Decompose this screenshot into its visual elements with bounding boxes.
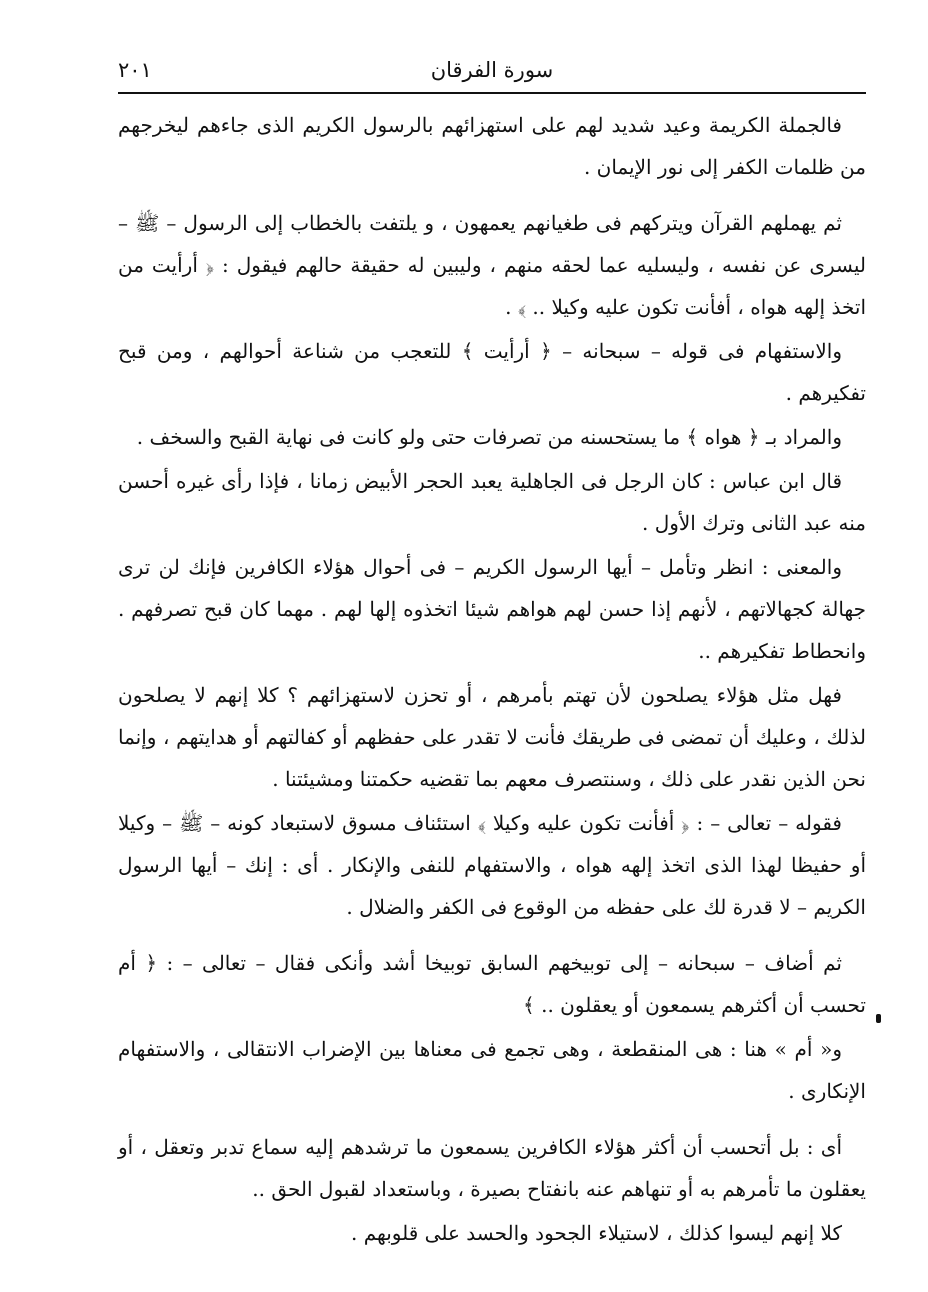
paragraph: ثم أضاف – سبحانه – إلى توبيخهم السابق توبيخا أشد وأنكى فقال – تعالى – : ﴿ أم تحسب أن أكثرهم يسمعون أو يعقلون .. ﴾: [118, 951, 866, 1017]
paragraph: والمراد بـ ﴿ هواه ﴾ ما يستحسنه من تصرفات حتى ولو كانت فى نهاية القبح والسخف .: [136, 425, 842, 449]
paragraph: و« أم » هنا : هى المنقطعة ، وهى تجمع فى معناها بين الإضراب الانتقالى ، والاستفهام الإنكارى .: [118, 1037, 866, 1103]
paragraph: كلا إنهم ليسوا كذلك ، لاستيلاء الجحود والحسد على قلوبهم .: [351, 1221, 842, 1245]
page-body: [118, 104, 866, 1254]
paragraph: قال ابن عباس : كان الرجل فى الجاهلية يعبد الحجر الأبيض زمانا ، فإذا رأى غيره أحسن منه عبد الثانى وترك الأول .: [118, 469, 866, 535]
page-number: ٢٠١: [118, 58, 152, 82]
paragraph: فالجملة الكريمة وعيد شديد لهم على استهزائهم بالرسول الكريم الذى جاءهم ليخرجهم من ظلمات الكفر إلى نور الإيمان .: [118, 113, 866, 179]
paragraph: فهل مثل هؤلاء يصلحون لأن تهتم بأمرهم ، أو تحزن لاستهزائهم ؟ كلا إنهم لا يصلحون لذلك ، وعليك أن تمضى فى طريقك فأنت لا تقدر على حفظهم أو كفالتهم أو هدايتهم ، وإنما نحن الذين نقدر على ذلك ، وسنتصرف معهم بما تقضيه حكمتنا ومشيئتنا .: [118, 683, 866, 791]
book-page: [118, 0, 866, 1292]
paragraph: فقوله – تعالى – : ﴿ أفأنت تكون عليه وكيلا ﴾ استئناف مسوق لاستبعاد كونه – ﷺ – وكيلا أو حفيظا لهذا الذى اتخذ إلهه هواه ، والاستفهام للنفى والإنكار . أى : إنك – أيها الرسول الكريم – لا قدرة لك على حفظه من الوقوع فى الكفر والضلال .: [118, 811, 866, 919]
surah-title: سورة الفرقان: [430, 58, 554, 82]
paragraph: ثم يهملهم القرآن ويتركهم فى طغيانهم يعمهون ، و يلتفت بالخطاب إلى الرسول – ﷺ – ليسرى عن نفسه ، وليسليه عما لحقه منهم ، وليبين له حقيقة حالهم فيقول : ﴿ أرأيت من اتخذ إلهه هواه ، أفأنت تكون عليه وكيلا .. ﴾ .: [118, 211, 866, 319]
paragraph: والمعنى : انظر وتأمل – أيها الرسول الكريم – فى أحوال هؤلاء الكافرين فإنك لن ترى جهالة كجهالاتهم ، لأنهم إذا حسن لهم هواهم شيئا اتخذوه إلها لهم . مهما كان قبح تصرفهم . وانحطاط تفكيرهم ..: [118, 555, 866, 663]
margin-mark: [876, 1014, 881, 1023]
header-rule: [118, 92, 866, 94]
running-header: [118, 54, 866, 94]
paragraph: أى : بل أتحسب أن أكثر هؤلاء الكافرين يسمعون ما ترشدهم إليه سماع تدبر وتعقل ، أو يعقلون ما تأمرهم به أو تنهاهم عنه بانفتاح بصيرة ، وباستعداد لقبول الحق ..: [118, 1135, 866, 1201]
paragraph: والاستفهام فى قوله – سبحانه – ﴿ أرأيت ﴾ للتعجب من شناعة أحوالهم ، ومن قبح تفكيرهم .: [118, 339, 866, 405]
